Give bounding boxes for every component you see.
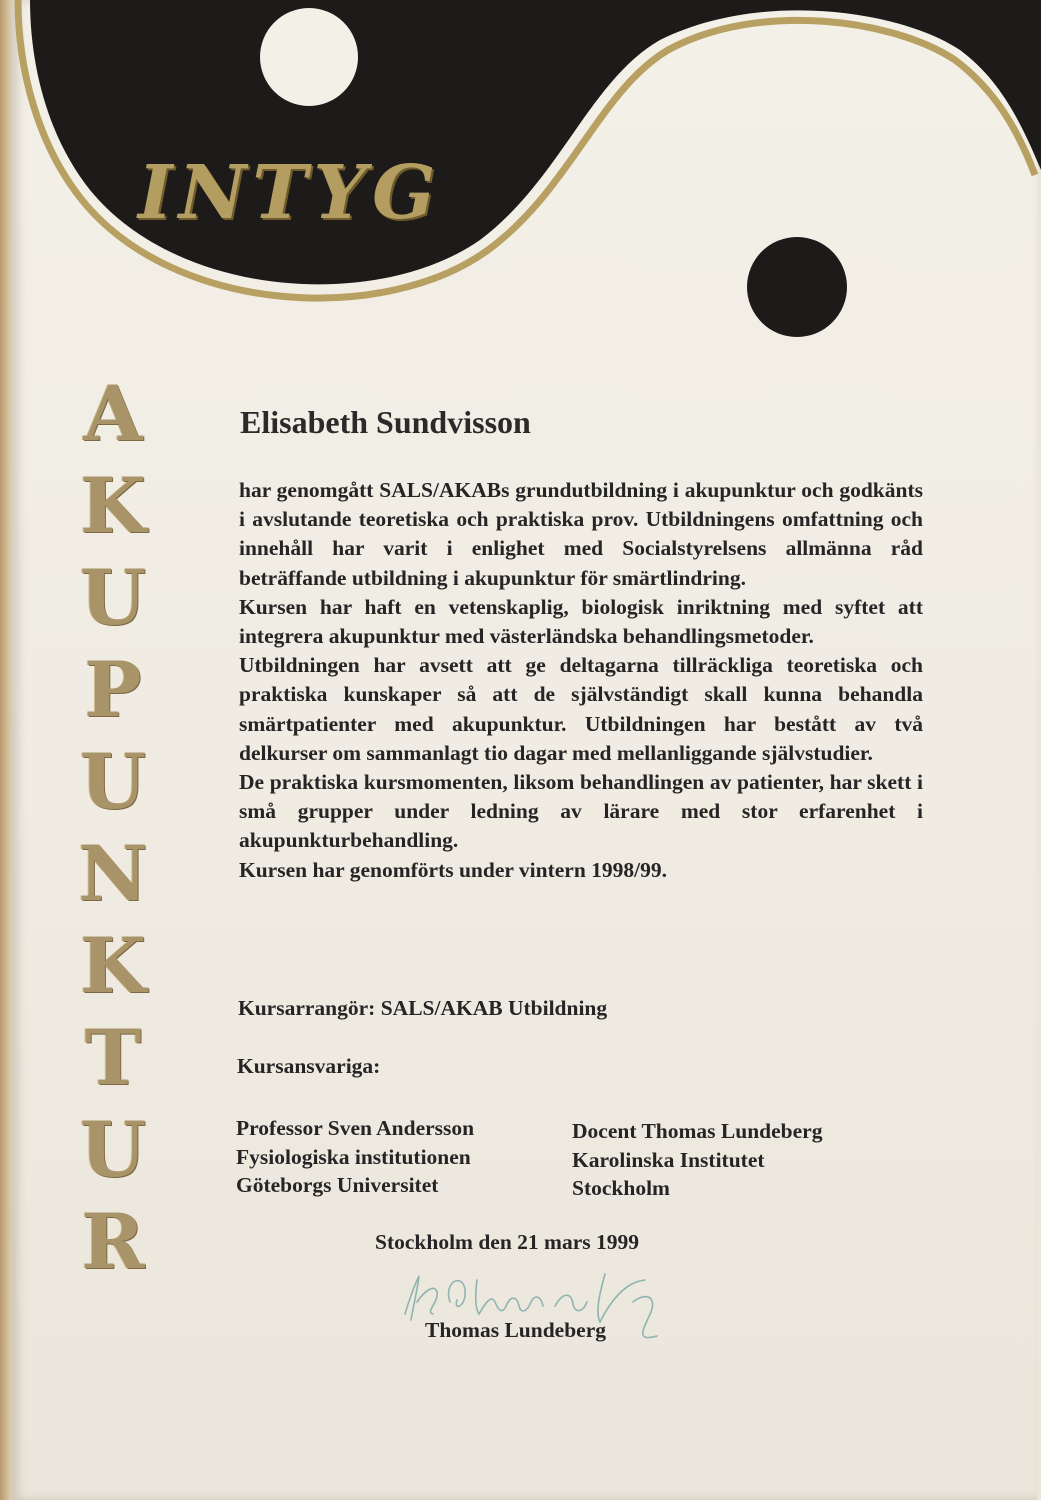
responsible-right-line: Stockholm (572, 1176, 670, 1200)
body-paragraph: Kursen har genomförts under vintern 1998/99. (239, 857, 668, 882)
white-dot (260, 8, 358, 106)
responsible-right-line: Docent Thomas Lundeberg (572, 1119, 823, 1143)
responsible-left (236, 1114, 474, 1200)
signer-name: Thomas Lundeberg (425, 1318, 606, 1342)
vertical-title-akupunktur (58, 368, 168, 1288)
responsible-right-line: Karolinska Institutet (572, 1147, 765, 1172)
course-organizer: Kursarrangör: SALS/AKAB Utbildning (238, 996, 608, 1020)
vertical-title-letter: U (79, 553, 147, 642)
vertical-title-letter: A (83, 369, 143, 458)
responsible-right (572, 1117, 822, 1203)
body-paragraph: Kursen har haft en vetenskaplig, biologisk inriktning med syftet att integrera akupunktur med västerländska behandlingsmetoder. (239, 594, 923, 649)
vertical-title-letter: N (78, 829, 148, 918)
vertical-title-letter: U (79, 1105, 147, 1194)
responsible-left-line: Fysiologiska institutionen (236, 1144, 471, 1169)
responsible-left-line: Professor Sven Andersson (236, 1116, 475, 1140)
place-and-date: Stockholm den 21 mars 1999 (375, 1230, 639, 1254)
body-paragraph: har genomgått SALS/AKABs grundutbildning i akupunktur och godkänts i avslutande teoretiska och praktiska prov. Utbildningens omfattning och innehåll har varit i enlighet med Socialstyrelsens allmänna råd beträffande utbildning i akupunktur för smärtlindring. (239, 478, 923, 590)
certificate-title: INTYG (138, 150, 442, 236)
vertical-title-letter: U (79, 737, 147, 826)
certificate-body (239, 476, 923, 885)
recipient-name: Elisabeth Sundvisson (240, 404, 531, 440)
body-paragraph: Utbildningen har avsett att ge deltagarna tillräckliga teoretiska och praktiska kunskaper så att de självständigt skall kunna behandla smärtpatienter med akupunktur. Utbildningen har bestått av två delkurser om sammanlagt tio dagar med mellanliggande självstudier. (239, 653, 923, 765)
vertical-title-letter: P (84, 645, 142, 734)
body-paragraph: De praktiska kursmomenten, liksom behandlingen av patienter, har skett i små grupper under ledning av lärare med stor erfarenhet i akupunkturbehandling. (239, 770, 923, 853)
responsible-heading: Kursansvariga: (237, 1054, 381, 1078)
black-field (30, 0, 1041, 284)
vertical-title-letter: K (79, 921, 147, 1010)
responsible-left-line: Göteborgs Universitet (236, 1173, 439, 1197)
vertical-title-letter: R (81, 1197, 145, 1286)
vertical-title-letter: K (79, 461, 147, 550)
vertical-title-letter: T (84, 1013, 142, 1102)
black-dot (747, 237, 847, 337)
